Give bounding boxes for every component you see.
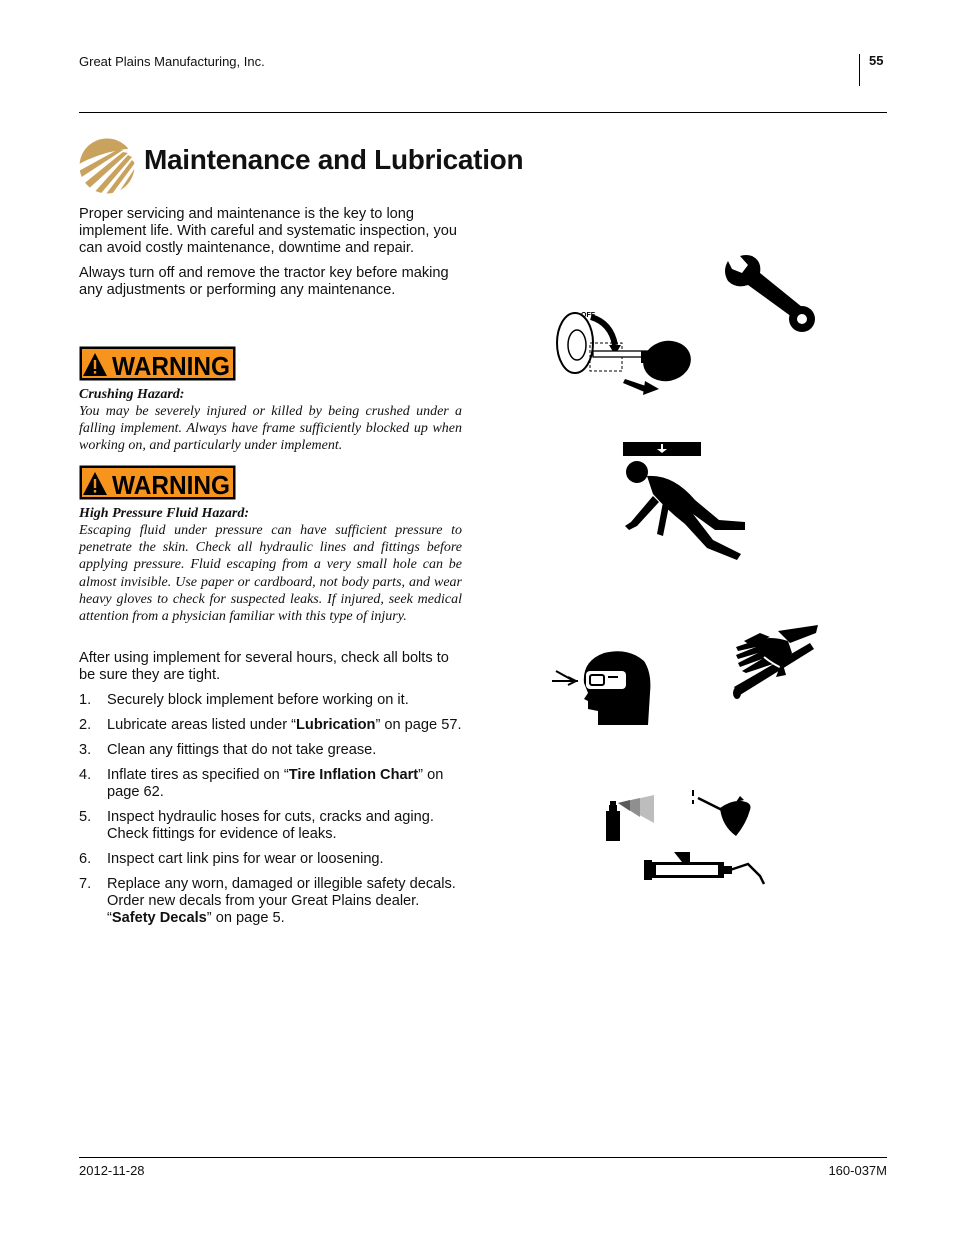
step-item: 4. Inflate tires as specified on “Tire Inflation Chart” on page 62. (79, 767, 444, 800)
crushing-hazard-block (79, 386, 462, 455)
fluid-injection-hazard-icon (730, 625, 822, 703)
step-item: 1. Securely block implement before working on it. (79, 692, 409, 708)
warning-label-1 (79, 346, 236, 381)
step-item: 6. Inspect cart link pins for wear or loosening. (79, 851, 384, 867)
key-switch-off-icon (555, 305, 695, 395)
fluid-hazard-block (79, 505, 462, 625)
wrench-icon (720, 255, 820, 335)
intro-paragraph-2: Always turn off and remove the tractor key before making any adjustments or performing any maintenance. (79, 265, 449, 298)
fluid-hazard-title: High Pressure Fluid Hazard: (79, 506, 249, 521)
link-lubrication[interactable]: Lubrication (296, 717, 376, 733)
intro-paragraph-1: Proper servicing and maintenance is the key to long implement life. With careful and systematic inspection, you can avoid costly maintenance, downtime and repair. (79, 206, 457, 256)
header-rule (79, 112, 887, 113)
fluid-hazard-text: Escaping fluid under pressure can have sufficient pressure to penetrate the skin. Check all hydraulic lines and fittings before applying pressure. Fluid escaping from a very small hole can be almost invisible. Use paper or cardboard, not body parts, and wear heavy gloves to check for suspected leaks. If injured, seek medical attention from a physician familiar with this type of injury. (79, 523, 462, 625)
intro-section (79, 206, 462, 307)
header-company: Great Plains Manufacturing, Inc. (79, 54, 265, 69)
footer-rule (79, 1157, 887, 1158)
crushing-hazard-icon (623, 440, 753, 570)
page-number: 55 (869, 53, 884, 68)
step-item: 3. Clean any fittings that do not take grease. (79, 742, 377, 758)
link-tire-inflation-chart[interactable]: Tire Inflation Chart (288, 767, 419, 783)
great-plains-logo-icon (79, 138, 135, 194)
step-item: 5. Inspect hydraulic hoses for cuts, cracks and aging. Check fittings for evidence of leaks. (79, 809, 434, 842)
footer-date: 2012-11-28 (79, 1163, 145, 1178)
page-title: Maintenance and Lubrication (144, 144, 524, 175)
grease-gun-icon (642, 850, 768, 886)
step-item: 7. Replace any worn, damaged or illegible safety decals. Order new decals from your Great Plains dealer. “Safety Decals” on page 5. (79, 876, 456, 926)
footer-doc-number: 160-037M (828, 1163, 887, 1178)
crushing-hazard-text: You may be severely injured or killed by being crushed under a falling implement. Always have frame sufficiently blocked up when working on, and particularly under implement. (79, 404, 462, 454)
oil-can-icon (690, 788, 752, 840)
step-item: 2. Lubricate areas listed under “Lubrication” on page 57. (79, 717, 462, 733)
header-divider (859, 54, 860, 86)
crushing-hazard-title: Crushing Hazard: (79, 387, 185, 402)
warning-label-2-text: WARNING (112, 470, 230, 500)
procedure-section (79, 650, 462, 935)
after-use-paragraph: After using implement for several hours, check all bolts to be sure they are tight. (79, 650, 449, 683)
warning-label-2 (79, 465, 236, 500)
key-switch-off-text: OFF (581, 312, 595, 319)
warning-label-1-text: WARNING (112, 351, 230, 381)
maintenance-steps (79, 692, 462, 927)
link-safety-decals[interactable]: Safety Decals (111, 910, 207, 926)
eye-protection-icon (552, 647, 652, 727)
spray-can-icon (604, 793, 658, 843)
